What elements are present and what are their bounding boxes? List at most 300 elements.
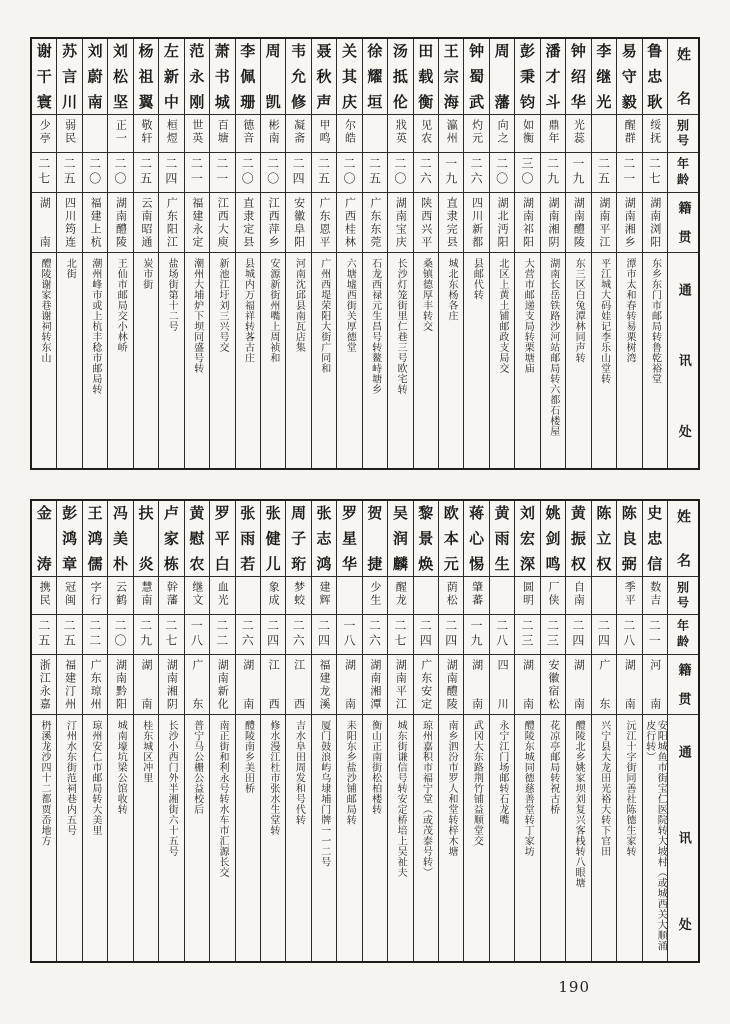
name-cell xyxy=(592,501,616,576)
alias-cell xyxy=(414,114,438,152)
origin-cell xyxy=(57,192,81,252)
name-cell xyxy=(414,39,438,114)
origin-cell xyxy=(83,654,107,714)
origin-cell-text: 江西大庾 xyxy=(216,197,230,248)
alias-cell xyxy=(312,114,336,152)
name-cell-text: 刘松坚 xyxy=(111,43,130,110)
origin-cell xyxy=(210,654,234,714)
origin-cell xyxy=(414,192,438,252)
name-cell xyxy=(57,39,81,114)
alias-cell xyxy=(643,576,667,614)
name-cell xyxy=(134,501,158,576)
origin-cell xyxy=(108,654,132,714)
name-cell xyxy=(312,39,336,114)
alias-cell xyxy=(337,576,361,614)
entry-column xyxy=(463,39,488,468)
alias-cell-text: 建辉 xyxy=(318,581,332,607)
entry-column xyxy=(158,501,183,961)
address-cell xyxy=(515,714,539,961)
name-cell-text: 范永刚 xyxy=(187,43,206,110)
age-cell xyxy=(32,152,56,192)
address-cell-text: 城南壕坑梁公馆收转 xyxy=(115,720,127,815)
address-cell-text: 潮州大埔炉下坝同盛号转 xyxy=(191,258,203,374)
name-cell xyxy=(337,501,361,576)
origin-cell xyxy=(541,192,565,252)
age-cell-text: 二〇 xyxy=(113,619,128,649)
origin-cell-text: 福建上杭 xyxy=(89,197,103,248)
alias-cell xyxy=(185,576,209,614)
alias-cell xyxy=(159,114,183,152)
address-cell-text: 平江城大码娃记李乐山堂转 xyxy=(598,258,610,384)
name-cell-text: 彭鸿章 xyxy=(60,505,79,572)
alias-cell-text: 继文 xyxy=(190,581,204,607)
name-cell-text: 刘蔚南 xyxy=(85,43,104,110)
address-cell-text: 醴陵谢家巷谢祠转东山 xyxy=(38,258,50,363)
entry-column xyxy=(540,501,565,961)
name-cell xyxy=(159,39,183,114)
address-cell-text: 枬溪龙沙四十二都贾岙地方 xyxy=(38,720,50,846)
origin-cell xyxy=(57,654,81,714)
age-cell xyxy=(566,152,590,192)
name-cell-text: 吴润麟 xyxy=(390,505,409,572)
address-cell xyxy=(286,252,310,468)
origin-cell xyxy=(414,654,438,714)
name-cell-text: 聂秋声 xyxy=(314,43,333,110)
name-cell-text: 韦允修 xyxy=(289,43,308,110)
entry-column xyxy=(184,501,209,961)
address-cell xyxy=(261,714,285,961)
address-cell-text: 湖南长岳铁路沙河站邮局转六都石楼屋 xyxy=(547,258,559,437)
alias-cell xyxy=(490,576,514,614)
address-cell-text: 潮州峰市或上杭丰稔市邮局转 xyxy=(89,258,101,395)
entry-column xyxy=(616,39,641,468)
address-cell xyxy=(312,252,336,468)
address-cell-text: 南正街和利永号转水车市汇源长交 xyxy=(217,720,229,878)
alias-cell-text: 少亭 xyxy=(38,119,52,145)
origin-cell-text: 湖南新化 xyxy=(216,659,230,710)
address-cell xyxy=(159,252,183,468)
name-cell-text: 左新中 xyxy=(161,43,180,110)
entry-column xyxy=(514,501,539,961)
header-alias xyxy=(668,114,698,152)
alias-cell xyxy=(134,114,158,152)
name-cell-text: 钟绍华 xyxy=(568,43,587,110)
name-cell-text: 萧书城 xyxy=(212,43,231,110)
address-cell-text: 武冈大东路荆竹铺益顺堂交 xyxy=(471,720,483,846)
name-cell xyxy=(363,501,387,576)
age-cell-text: 二五 xyxy=(316,157,331,187)
entry-column xyxy=(489,501,514,961)
origin-cell-text: 广东 xyxy=(190,659,204,710)
header-name-text: 姓名 xyxy=(674,509,691,568)
name-cell-text: 贺捷 xyxy=(365,505,384,572)
origin-cell-text: 湖南醴陵 xyxy=(572,197,586,248)
age-cell-text: 二一 xyxy=(189,157,204,187)
name-cell xyxy=(286,39,310,114)
address-cell-text: 桂东城区冲里 xyxy=(140,720,152,783)
alias-cell-text: 肇蕃 xyxy=(470,581,484,607)
alias-cell xyxy=(57,114,81,152)
address-cell xyxy=(592,714,616,961)
name-cell-text: 汤抵伦 xyxy=(390,43,409,110)
age-cell xyxy=(159,614,183,654)
origin-cell-text: 直隶定县 xyxy=(241,197,255,248)
origin-cell xyxy=(236,654,260,714)
address-cell xyxy=(541,714,565,961)
header-age-text: 年龄 xyxy=(675,619,690,650)
entry-column xyxy=(285,501,310,961)
age-cell xyxy=(439,614,463,654)
address-cell xyxy=(57,714,81,961)
age-cell xyxy=(643,152,667,192)
alias-cell-text: 携民 xyxy=(38,581,52,607)
address-cell-text: 桑镇德厚丰转交 xyxy=(420,258,432,332)
alias-cell-text: 少生 xyxy=(368,581,382,607)
address-cell-text: 北区上黄土铺邮政支局交 xyxy=(496,258,508,374)
alias-cell xyxy=(439,114,463,152)
entry-column xyxy=(32,39,56,468)
age-cell xyxy=(57,614,81,654)
address-cell xyxy=(261,252,285,468)
alias-cell-text: 季平 xyxy=(623,581,637,607)
entry-column xyxy=(285,39,310,468)
name-cell-text: 黎景焕 xyxy=(416,505,435,572)
alias-cell-text: 如衡 xyxy=(521,119,535,145)
address-cell xyxy=(236,252,260,468)
alias-cell-text: 醒群 xyxy=(623,119,637,145)
address-cell xyxy=(464,714,488,961)
name-cell xyxy=(566,501,590,576)
entry-column xyxy=(133,39,158,468)
origin-cell-text: 直隶完县 xyxy=(445,197,459,248)
origin-cell-text: 湖南 xyxy=(139,659,153,710)
name-cell-text: 周凯 xyxy=(263,43,282,110)
age-cell-text: 二〇 xyxy=(341,157,356,187)
header-alias-text: 别号 xyxy=(675,581,690,610)
age-cell xyxy=(108,614,132,654)
age-cell-text: 二三 xyxy=(545,619,560,649)
name-cell-text: 张健儿 xyxy=(263,505,282,572)
address-cell xyxy=(617,714,641,961)
origin-cell xyxy=(83,192,107,252)
age-cell xyxy=(363,614,387,654)
age-cell xyxy=(210,152,234,192)
page-number: 190 xyxy=(558,978,590,996)
name-cell xyxy=(643,501,667,576)
alias-cell-text: 世英 xyxy=(190,119,204,145)
name-cell-text: 卢家栋 xyxy=(161,505,180,572)
age-cell-text: 二七 xyxy=(647,157,662,187)
alias-cell-text: 百塘 xyxy=(216,119,230,145)
age-cell xyxy=(414,152,438,192)
name-cell xyxy=(388,39,412,114)
roster-table-bottom xyxy=(30,499,700,963)
origin-cell xyxy=(617,192,641,252)
alias-cell-text: 见农 xyxy=(419,119,433,145)
name-cell-text: 钟蜀武 xyxy=(467,43,486,110)
name-cell-text: 王宗海 xyxy=(441,43,460,110)
origin-cell-text: 湖南 xyxy=(38,197,52,248)
origin-cell-text: 湖南 xyxy=(343,659,357,710)
origin-cell-text: 云南昭通 xyxy=(139,197,153,248)
alias-cell xyxy=(185,114,209,152)
alias-cell-text: 桓煜 xyxy=(165,119,179,145)
origin-cell xyxy=(134,192,158,252)
alias-cell xyxy=(236,114,260,152)
age-cell-text: 一八 xyxy=(341,619,356,649)
origin-cell-text: 湖南湘阴 xyxy=(546,197,560,248)
address-cell xyxy=(312,714,336,961)
entry-column xyxy=(362,39,387,468)
header-age xyxy=(668,152,698,192)
origin-cell-text: 湖南浏阳 xyxy=(648,197,662,248)
alias-cell-text: 正一 xyxy=(114,119,128,145)
age-cell xyxy=(464,614,488,654)
address-cell-text: 琼州安仁市邮局转大美里 xyxy=(89,720,101,836)
address-cell xyxy=(210,252,234,468)
entry-column xyxy=(413,39,438,468)
address-cell xyxy=(541,252,565,468)
alias-cell xyxy=(617,576,641,614)
alias-cell xyxy=(286,114,310,152)
alias-cell-text: 厂侠 xyxy=(546,581,560,607)
age-cell xyxy=(185,614,209,654)
address-cell xyxy=(566,252,590,468)
age-cell xyxy=(515,152,539,192)
age-cell xyxy=(261,614,285,654)
origin-cell-text: 湖南 xyxy=(572,659,586,710)
alias-cell xyxy=(464,576,488,614)
name-cell xyxy=(83,501,107,576)
name-cell xyxy=(108,39,132,114)
name-cell xyxy=(617,39,641,114)
address-cell xyxy=(32,714,56,961)
origin-cell xyxy=(439,654,463,714)
header-origin-text: 籍贯 xyxy=(675,663,691,706)
age-cell-text: 二六 xyxy=(367,619,382,649)
origin-cell xyxy=(643,654,667,714)
age-cell-text: 二八 xyxy=(494,619,509,649)
alias-cell-text: 鼎年 xyxy=(546,119,560,145)
entry-column xyxy=(387,39,412,468)
origin-cell xyxy=(32,192,56,252)
address-cell-text: 醴陵东城同德慈善堂转丁家坊 xyxy=(522,720,534,857)
address-cell xyxy=(83,252,107,468)
name-cell xyxy=(388,501,412,576)
address-cell-text: 城东街谦信号转安定桥培上吴祉夫 xyxy=(395,720,407,878)
name-cell-text: 潘才斗 xyxy=(543,43,562,110)
age-cell xyxy=(134,614,158,654)
name-cell-text: 张志鸿 xyxy=(314,505,333,572)
age-cell-text: 二六 xyxy=(418,157,433,187)
address-cell-text: 王仙市邮局交小林峤 xyxy=(115,258,127,353)
origin-cell xyxy=(439,192,463,252)
header-address-text: 通讯处 xyxy=(675,745,691,931)
address-cell-text: 普宁马公栅公益校后 xyxy=(191,720,203,815)
origin-cell-text: 四川筠连 xyxy=(63,197,77,248)
address-cell xyxy=(490,714,514,961)
header-address xyxy=(668,252,698,468)
address-cell xyxy=(643,714,667,961)
alias-cell xyxy=(210,576,234,614)
origin-cell-text: 广东安定 xyxy=(419,659,433,710)
age-cell-text: 一九 xyxy=(469,619,484,649)
address-cell-text: 吉水阜田周发和号代转 xyxy=(293,720,305,825)
alias-cell xyxy=(108,114,132,152)
address-cell-text: 东乡东门市邮局转鲁乾裕堂 xyxy=(649,258,661,384)
entry-column xyxy=(616,501,641,961)
origin-cell xyxy=(490,192,514,252)
address-cell xyxy=(388,714,412,961)
alias-cell-text: 梦蛟 xyxy=(292,581,306,607)
alias-cell xyxy=(83,114,107,152)
origin-cell xyxy=(643,192,667,252)
age-cell xyxy=(312,152,336,192)
name-cell xyxy=(185,501,209,576)
age-cell xyxy=(337,152,361,192)
origin-cell xyxy=(617,654,641,714)
age-cell xyxy=(490,614,514,654)
age-cell xyxy=(490,152,514,192)
entry-column xyxy=(209,501,234,961)
alias-cell-text: 圆明 xyxy=(521,581,535,607)
alias-cell xyxy=(464,114,488,152)
address-cell-text: 耒阳东乡盐沙铺邮局转 xyxy=(344,720,356,825)
name-cell xyxy=(210,501,234,576)
entry-column xyxy=(336,39,361,468)
address-cell-text: 县邮代转 xyxy=(471,258,483,300)
alias-cell xyxy=(32,114,56,152)
origin-cell xyxy=(337,192,361,252)
entry-column xyxy=(489,39,514,468)
name-cell-text: 冯美朴 xyxy=(111,505,130,572)
alias-cell xyxy=(57,576,81,614)
age-cell-text: 二九 xyxy=(545,157,560,187)
origin-cell-text: 湖南 xyxy=(470,659,484,710)
age-cell xyxy=(388,614,412,654)
age-cell-text: 二二 xyxy=(87,619,102,649)
alias-cell-text: 尔皓 xyxy=(343,119,357,145)
age-cell xyxy=(541,614,565,654)
origin-cell xyxy=(286,654,310,714)
alias-cell xyxy=(617,114,641,152)
origin-cell xyxy=(312,654,336,714)
address-cell xyxy=(32,252,56,468)
name-cell-text: 罗星华 xyxy=(339,505,358,572)
header-address xyxy=(668,714,698,961)
age-cell xyxy=(592,152,616,192)
alias-cell-text: 弱民 xyxy=(63,119,77,145)
alias-cell xyxy=(261,576,285,614)
origin-cell xyxy=(592,192,616,252)
origin-cell-text: 湖南黔阳 xyxy=(114,659,128,710)
age-cell-text: 二〇 xyxy=(392,157,407,187)
name-cell-text: 田载衡 xyxy=(416,43,435,110)
origin-cell xyxy=(159,654,183,714)
age-cell-text: 二〇 xyxy=(494,157,509,187)
header-alias-text: 别号 xyxy=(675,119,690,148)
name-cell xyxy=(643,39,667,114)
name-cell xyxy=(617,501,641,576)
age-cell xyxy=(414,614,438,654)
address-cell-text: 汀州水东街范祠巷内五号 xyxy=(64,720,76,836)
age-cell-text: 二二 xyxy=(214,619,229,649)
address-cell xyxy=(134,714,158,961)
name-cell xyxy=(261,39,285,114)
name-cell-text: 苏言川 xyxy=(60,43,79,110)
name-cell-text: 彭秉钧 xyxy=(518,43,537,110)
address-cell-text: 广州西堤荣阳大街广同和 xyxy=(318,258,330,374)
name-cell-text: 欧本元 xyxy=(441,505,460,572)
age-cell xyxy=(32,614,56,654)
origin-cell xyxy=(515,192,539,252)
alias-cell xyxy=(566,114,590,152)
name-cell xyxy=(363,39,387,114)
name-cell xyxy=(337,39,361,114)
age-cell-text: 二四 xyxy=(316,619,331,649)
alias-cell xyxy=(414,576,438,614)
age-cell-text: 二六 xyxy=(240,619,255,649)
age-cell-text: 二五 xyxy=(367,157,382,187)
age-cell-text: 二六 xyxy=(469,157,484,187)
origin-cell xyxy=(32,654,56,714)
header-address-text: 通讯处 xyxy=(675,283,691,438)
alias-cell xyxy=(32,576,56,614)
age-cell-text: 一八 xyxy=(189,619,204,649)
age-cell-text: 二八 xyxy=(621,619,636,649)
alias-cell xyxy=(134,576,158,614)
entry-column xyxy=(311,39,336,468)
address-cell-text: 醴陵北乡姚家坝刘复兴客栈转八眼塘 xyxy=(573,720,585,888)
origin-cell-text: 湖南湘潭 xyxy=(368,659,382,710)
alias-cell xyxy=(108,576,132,614)
origin-cell xyxy=(515,654,539,714)
alias-cell-text: 敬轩 xyxy=(139,119,153,145)
name-cell xyxy=(57,501,81,576)
address-cell-text: 长沙小西门外半湘街六十五号 xyxy=(166,720,178,857)
alias-cell xyxy=(337,114,361,152)
age-cell xyxy=(57,152,81,192)
alias-cell-text: 荫松 xyxy=(445,581,459,607)
address-cell-text: 新池江圩刘三兴号交 xyxy=(217,258,229,353)
address-cell-text: 大营市邮递支局转栗塘庙 xyxy=(522,258,534,374)
origin-cell-text: 广东 xyxy=(597,659,611,710)
entry-column xyxy=(591,39,616,468)
origin-cell-text: 湖南平江 xyxy=(394,659,408,710)
age-cell xyxy=(515,614,539,654)
alias-cell xyxy=(388,114,412,152)
address-cell-text: 沅江十字街同善社陈德生家转 xyxy=(624,720,636,857)
address-cell xyxy=(185,252,209,468)
address-cell-text: 醴陵南乡美田桥 xyxy=(242,720,254,794)
origin-cell-text: 湖南祁阳 xyxy=(521,197,535,248)
age-cell xyxy=(236,614,260,654)
age-cell-text: 三〇 xyxy=(520,157,535,187)
address-cell xyxy=(286,714,310,961)
name-cell xyxy=(439,501,463,576)
alias-cell-text: 冠闽 xyxy=(63,581,77,607)
origin-cell xyxy=(185,654,209,714)
header-name xyxy=(668,501,698,576)
age-cell-text: 一九 xyxy=(570,157,585,187)
alias-cell-text: 象成 xyxy=(267,581,281,607)
age-cell-text: 二四 xyxy=(291,157,306,187)
age-cell xyxy=(592,614,616,654)
address-cell xyxy=(83,714,107,961)
header-column xyxy=(667,501,698,961)
header-name-text: 姓名 xyxy=(674,47,691,106)
name-cell-text: 关其庆 xyxy=(339,43,358,110)
